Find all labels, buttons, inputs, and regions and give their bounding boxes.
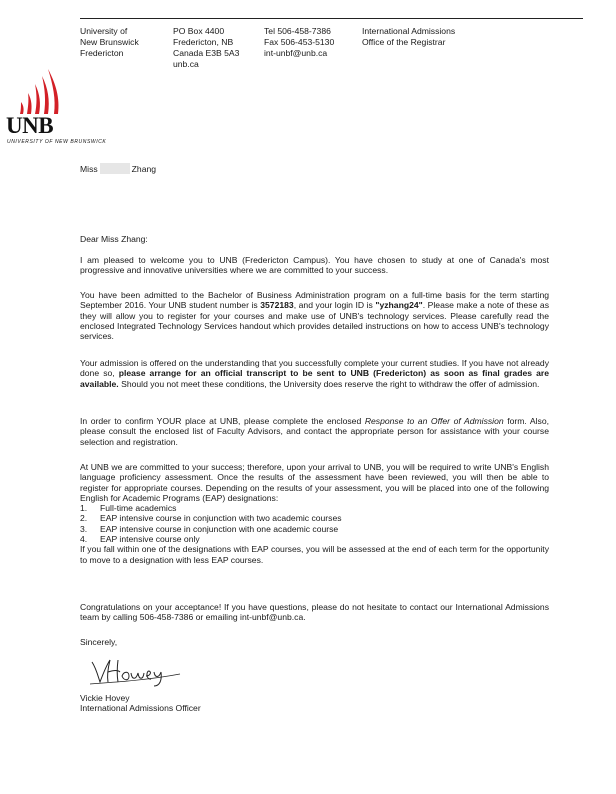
recipient-line xyxy=(80,163,156,174)
header-line: Fredericton xyxy=(80,48,124,58)
text-run: You have been admitted to the Bachelor of Business Administration program on a full-time basis for the term starting September 2016. Your UNB student number is xyxy=(80,290,549,311)
list-text: EAP intensive course in conjunction with two academic courses xyxy=(100,513,342,524)
paragraph-admission xyxy=(80,290,549,341)
list-item xyxy=(80,524,549,534)
paragraph-text xyxy=(80,602,549,623)
list-number: 3. xyxy=(80,523,88,534)
text-run: In order to confirm YOUR place at UNB, please complete the enclosed xyxy=(80,416,365,426)
login-id: "yzhang24" xyxy=(375,300,423,311)
header-office xyxy=(362,26,455,48)
list-number: 2. xyxy=(80,513,88,524)
paragraph-confirm xyxy=(80,416,549,447)
header-email[interactable]: int-unbf@unb.ca xyxy=(264,48,328,58)
text-run: If you have not already done so, xyxy=(80,358,549,379)
header-line: Fredericton, NB xyxy=(173,37,234,47)
signer-name: Vickie Hovey xyxy=(80,693,130,703)
paragraph-text xyxy=(80,358,549,389)
header-rule xyxy=(80,18,583,19)
transcript-instruction: please arrange for an official transcript to be sent to UNB (Fredericton) as soon as final grades are available. xyxy=(80,368,549,389)
text-run: If you have questions, please do not hesitate to contact our International Admissions team by calling 506-458-7386 or emailing int-unbf@unb.ca. xyxy=(80,602,550,623)
header-address xyxy=(173,26,239,70)
header-line: PO Box 4400 xyxy=(173,26,225,36)
paragraph-welcome xyxy=(80,255,549,276)
header-phone: Tel 506-458-7386 xyxy=(264,26,331,36)
header-website[interactable]: unb.ca xyxy=(173,59,199,69)
redacted-name xyxy=(100,163,130,174)
list-text: EAP intensive course in conjunction with one academic course xyxy=(100,523,339,534)
header-fax: Fax 506-453-5130 xyxy=(264,37,335,47)
text-run: Congratulations on your acceptance! xyxy=(80,602,222,612)
paragraph-text: If you fall within one of the designations with EAP courses, you will be assessed at the end of each term for the opportunity to move to a designation with less EAP courses. xyxy=(80,544,549,565)
list-text: EAP intensive course only xyxy=(100,534,200,545)
form-title: Response to an Offer of Admission xyxy=(364,416,504,426)
text-run: form. Also, please consult the enclosed list of Faculty Advisors, and contact the appropriate person for assistance with your course selection and registration. xyxy=(80,416,549,447)
list-text: Full-time academics xyxy=(100,503,177,514)
paragraph-congratulations xyxy=(80,602,549,623)
header-line: New Brunswick xyxy=(80,37,139,47)
signer-block xyxy=(80,693,201,714)
signer-title: International Admissions Officer xyxy=(80,703,201,714)
paragraph-text: At UNB we are committed to your success; therefore, upon your arrival to UNB, you will be required to write UNB's English language proficiency assessment. Once the results of the assessment have been reviewed, you will then be able to register for appropriate courses. Depending on the results of your assessment, you will be placed into one of the following English for Academic Programs (EAP) designations: xyxy=(80,462,549,503)
text-run: . Please make a note of these as they will allow you to register for your courses and make use of UNB's technology services. Please carefully read the enclosed Integrated Technology Services handout which provides detailed instructions on how to access UNB's technology services. xyxy=(80,300,549,342)
student-number: 3572183 xyxy=(260,300,294,311)
salutation xyxy=(80,234,549,244)
header-line: International Admissions xyxy=(362,26,456,36)
designation-list xyxy=(80,503,549,544)
text-run: , and your login ID is xyxy=(293,300,376,311)
closing xyxy=(80,637,549,647)
header-line: Canada E3B 5A3 xyxy=(173,48,240,58)
header-line: University of xyxy=(80,26,128,36)
paragraph-text xyxy=(80,416,549,447)
recipient-prefix: Miss xyxy=(80,164,98,174)
header-university xyxy=(80,26,139,59)
list-item xyxy=(80,513,549,523)
recipient-surname: Zhang xyxy=(131,164,157,174)
list-number: 1. xyxy=(80,503,88,514)
list-item xyxy=(80,503,549,513)
handwritten-signature xyxy=(88,654,188,688)
paragraph-eap xyxy=(80,462,549,565)
paragraph-text xyxy=(80,290,549,341)
list-item xyxy=(80,534,549,544)
header-contact xyxy=(264,26,334,59)
unb-logo-text: UNB xyxy=(6,113,54,138)
header-line: Office of the Registrar xyxy=(362,37,446,47)
paragraph-text: I am pleased to welcome you to UNB (Fredericton Campus). You have chosen to study at one of Canada's most progressive and innovative universities where we are committed to your success. xyxy=(80,255,549,276)
list-number: 4. xyxy=(80,534,88,545)
salutation-text: Dear Miss Zhang: xyxy=(80,234,148,244)
unb-logo-subtext: UNIVERSITY OF NEW BRUNSWICK xyxy=(7,139,107,145)
closing-text: Sincerely, xyxy=(80,637,118,647)
paragraph-conditions xyxy=(80,358,549,389)
text-run: Your admission is offered on the understanding that you successfully complete your current studies. xyxy=(80,358,460,368)
text-run: Should you not meet these conditions, the University does reserve the right to withdraw the offer of admission. xyxy=(118,378,540,389)
